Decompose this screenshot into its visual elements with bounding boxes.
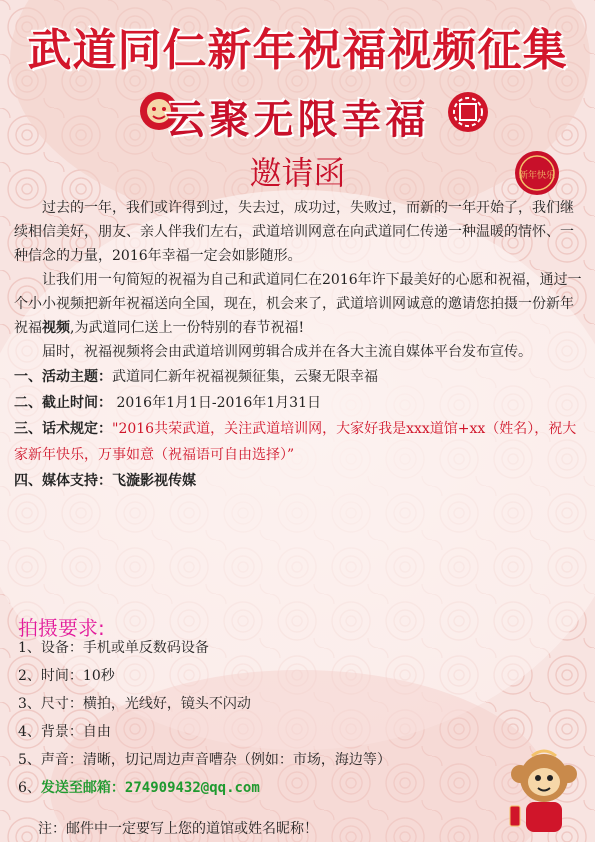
requirement-item: 3、尺寸：横拍，光线好，镜头不闪动	[18, 696, 251, 712]
email-link[interactable]: 274909432@qq.com	[124, 780, 260, 796]
invitation-body	[14, 196, 586, 494]
section-theme	[14, 364, 586, 390]
section-label: 三、话术规定：	[14, 421, 112, 437]
chinese-knot-icon	[446, 90, 490, 134]
section-label: 二、截止时间：	[14, 395, 112, 411]
seal-text: 新年快乐	[518, 171, 556, 181]
paragraph-invite-text: 让我们用一句简短的祝福为自己和武道同仁在2016年许下最美好的心愿和祝福，通过一个小小视频把新年祝福送向全国，现在，机会来了，武道培训网诚意的邀请您拍摄一份新年祝福	[14, 272, 582, 336]
monkey-mascot-icon	[496, 744, 592, 840]
requirement-item: 1、设备：手机或单反数码设备	[18, 640, 209, 656]
requirement-item: 5、声音：清晰，切记周边声音嘈杂（例如：市场，海边等）	[18, 752, 391, 768]
paragraph-invite-bold: 视频	[42, 320, 70, 336]
section-label: 一、活动主题：	[14, 369, 112, 385]
requirements-title: 拍摄要求:	[18, 616, 105, 640]
section-value: "2016共荣武道，关注武道培训网，大家好我是xxx道馆+xx（姓名），祝大家新年快乐，万事如意（祝福语可自由选择）”	[14, 421, 577, 463]
section-value: 飞漩影视传媒	[112, 473, 196, 489]
new-year-seal	[514, 150, 560, 196]
email-label: 发送至邮箱：	[40, 780, 125, 796]
section-label: 四、媒体支持：	[14, 473, 112, 489]
section-deadline	[14, 390, 586, 416]
section-value: 武道同仁新年祝福视频征集，云聚无限幸福	[112, 369, 378, 385]
section-media	[14, 468, 586, 494]
paragraph-invite-end: ,为武道同仁送上一份特别的春节祝福!	[70, 320, 305, 336]
section-value: 2016年1月1日-2016年1月31日	[112, 395, 321, 411]
poster-title: 武道同仁新年祝福视频征集	[27, 25, 568, 76]
section-script	[14, 416, 586, 468]
poster-subtitle: 云聚无限幸福	[165, 97, 430, 143]
footer-note: 注：邮件中一定要写上您的道馆或姓名昵称！	[38, 821, 318, 837]
paragraph-release: 届时，祝福视频将会由武道培训网剪辑合成并在各大主流自媒体平台发布宣传。	[42, 344, 532, 360]
requirement-item: 4、背景：自由	[18, 724, 111, 740]
requirements-list	[18, 634, 538, 802]
email-prefix: 6、	[18, 780, 41, 796]
invitation-heading: 邀请函	[249, 154, 346, 192]
paragraph-intro: 过去的一年，我们或许得到过，失去过，成功过，失败过，而新的一年开始了，我们继续相信美好，朋友、亲人伴我们左右，武道培训网意在向武道同仁传递一种温暖的情怀、一种信念的力量，2016年幸福一定会如影随形。	[14, 200, 574, 264]
paragraph-invite	[14, 268, 586, 340]
requirement-item: 2、时间：10秒	[18, 668, 115, 684]
requirement-email	[18, 774, 538, 802]
